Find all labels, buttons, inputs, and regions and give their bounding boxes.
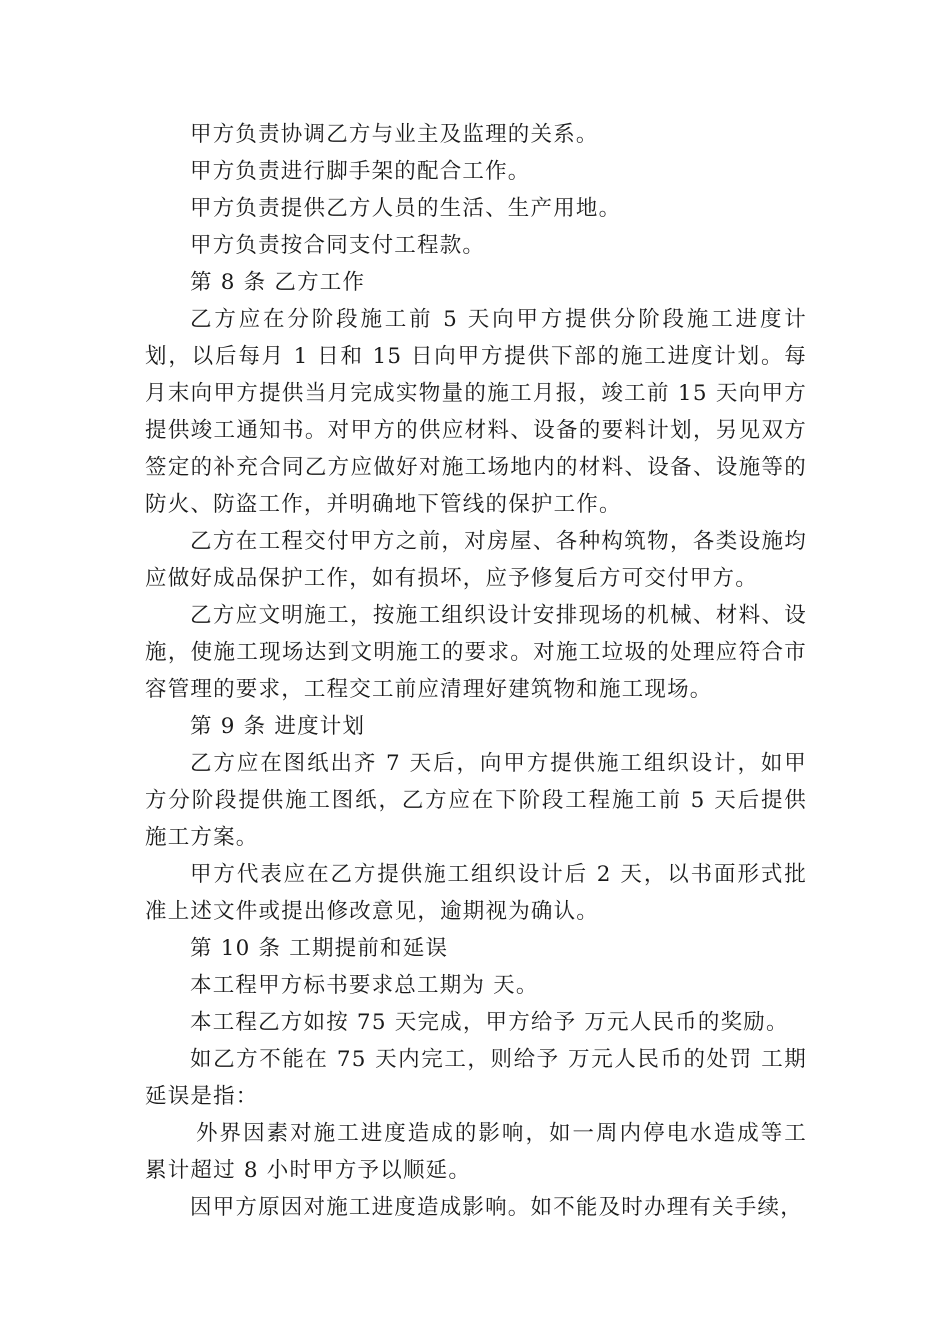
paragraph: 乙方应在图纸出齐 7 天后，向甲方提供施工组织设计，如甲方分阶段提供施工图纸，乙方应在下阶段工程施工前 5 天后提供施工方案。 [145,751,807,850]
paragraph: 因甲方原因对施工进度造成影响。如不能及时办理有关手续， [190,1195,803,1220]
paragraph: 甲方负责按合同支付工程款。 [190,233,486,258]
paragraph: 外界因素对施工进度造成的影响，如一周内停电水造成等工累计超过 8 小时甲方予以顺延。 [145,1121,807,1183]
paragraph: 甲方负责进行脚手架的配合工作。 [190,159,531,184]
paragraph: 甲方代表应在乙方提供施工组织设计后 2 天，以书面形式批准上述文件或提出修改意见，逾期视为确认。 [145,862,807,924]
section-heading: 第 9 条 进度计划 [190,714,366,739]
paragraph: 乙方在工程交付甲方之前，对房屋、各种构筑物，各类设施均应做好成品保护工作，如有损坏，应予修复后方可交付甲方。 [145,529,807,591]
paragraph: 乙方应在分阶段施工前 5 天向甲方提供分阶段施工进度计划，以后每月 1 日和 15 日向甲方提供下部的施工进度计划。每月末向甲方提供当月完成实物量的施工月报，竣工前 15 天向甲方提供竣工通知书。对甲方的供应材料、设备的要料计划，另见双方签定的补充合同乙方应做好对施工场地内的材料、设备、设施等的防火、防盗工作，并明确地下管线的保护工作。 [145,307,807,517]
section-heading: 第 8 条 乙方工作 [190,270,366,295]
paragraph: 乙方应文明施工，按施工组织设计安排现场的机械、材料、设施，使施工现场达到文明施工的要求。对施工垃圾的处理应符合市容管理的要求，工程交工前应清理好建筑物和施工现场。 [145,603,807,702]
paragraph: 甲方负责提供乙方人员的生活、生产用地。 [190,196,622,221]
document-body [145,116,807,1226]
paragraph: 本工程乙方如按 75 天完成，甲方给予 万元人民币的奖励。 [190,1010,789,1035]
paragraph: 如乙方不能在 75 天内完工，则给予 万元人民币的处罚 工期延误是指： [145,1047,807,1109]
section-heading: 第 10 条 工期提前和延误 [190,936,449,961]
paragraph: 甲方负责协调乙方与业主及监理的关系。 [190,122,599,147]
paragraph: 本工程甲方标书要求总工期为 天。 [190,973,539,998]
